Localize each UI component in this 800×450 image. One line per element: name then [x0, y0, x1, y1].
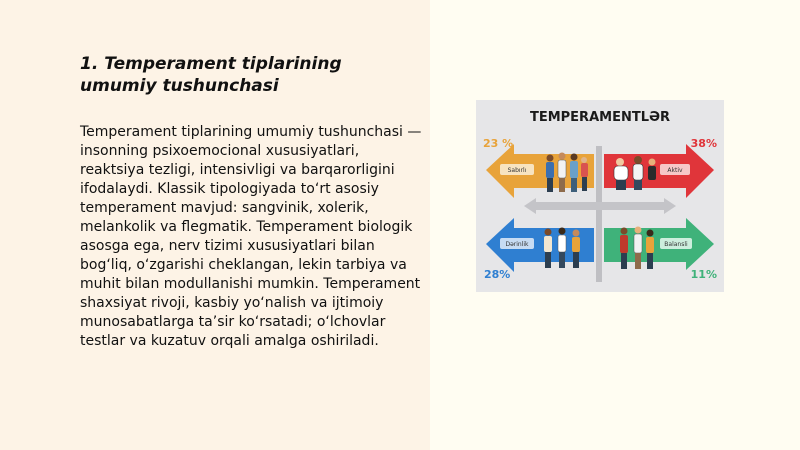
percent-aktiv: 38% — [690, 137, 717, 150]
temperament-infographic — [476, 100, 724, 292]
people-illustration-blue — [544, 228, 580, 269]
quadrant-sabirli — [486, 144, 594, 198]
percent-derinlik: 28% — [484, 268, 511, 281]
quadrant-derinlik — [486, 218, 594, 272]
slide-heading: 1. Temperament tiplarining umumiy tushunchasi — [80, 54, 342, 96]
infographic-title: TEMPERAMENTLƏR — [529, 110, 671, 125]
slide-body-text: Temperament tiplarining umumiy tushunchasi — insonning psixoemocional xususiyatlari, reaktsiya tezligi, intensivligi va barqarorligini ifodalaydi. Klassik tipologiyada to‘rt asosiy temperament mavjud: sangvinik, xolerik, melankolik va flegmatik. Temperament biologik asosga ega, nerv tizimi xususiyatlari bilan bog‘liq, o‘zgarishi cheklangan, lekin tarbiya va muhit bilan modullanishi mumkin. Temperament shaxsiyat rivoji, kasbiy yo‘nalish va ijtimoiy munosabatlarga ta’sir ko‘rsatadi; o‘lchovlar testlar va kuzatuv orqali amalga oshiriladi. — [80, 124, 422, 349]
percent-balansli: 11% — [690, 268, 717, 281]
quadrant-label-balansli: Balansli — [664, 241, 688, 248]
quadrant-aktiv — [604, 144, 714, 198]
infographic-svg — [476, 100, 724, 292]
percent-sabirli: 23 % — [483, 137, 514, 150]
quadrant-label-sabirli: Sabırlı — [507, 167, 527, 174]
vertical-divider — [596, 146, 602, 282]
quadrant-balansli — [604, 218, 714, 270]
quadrant-label-aktiv: Aktiv — [667, 167, 683, 174]
people-illustration-green — [620, 227, 654, 270]
quadrant-label-derinlik: Dərinlik — [505, 241, 529, 248]
